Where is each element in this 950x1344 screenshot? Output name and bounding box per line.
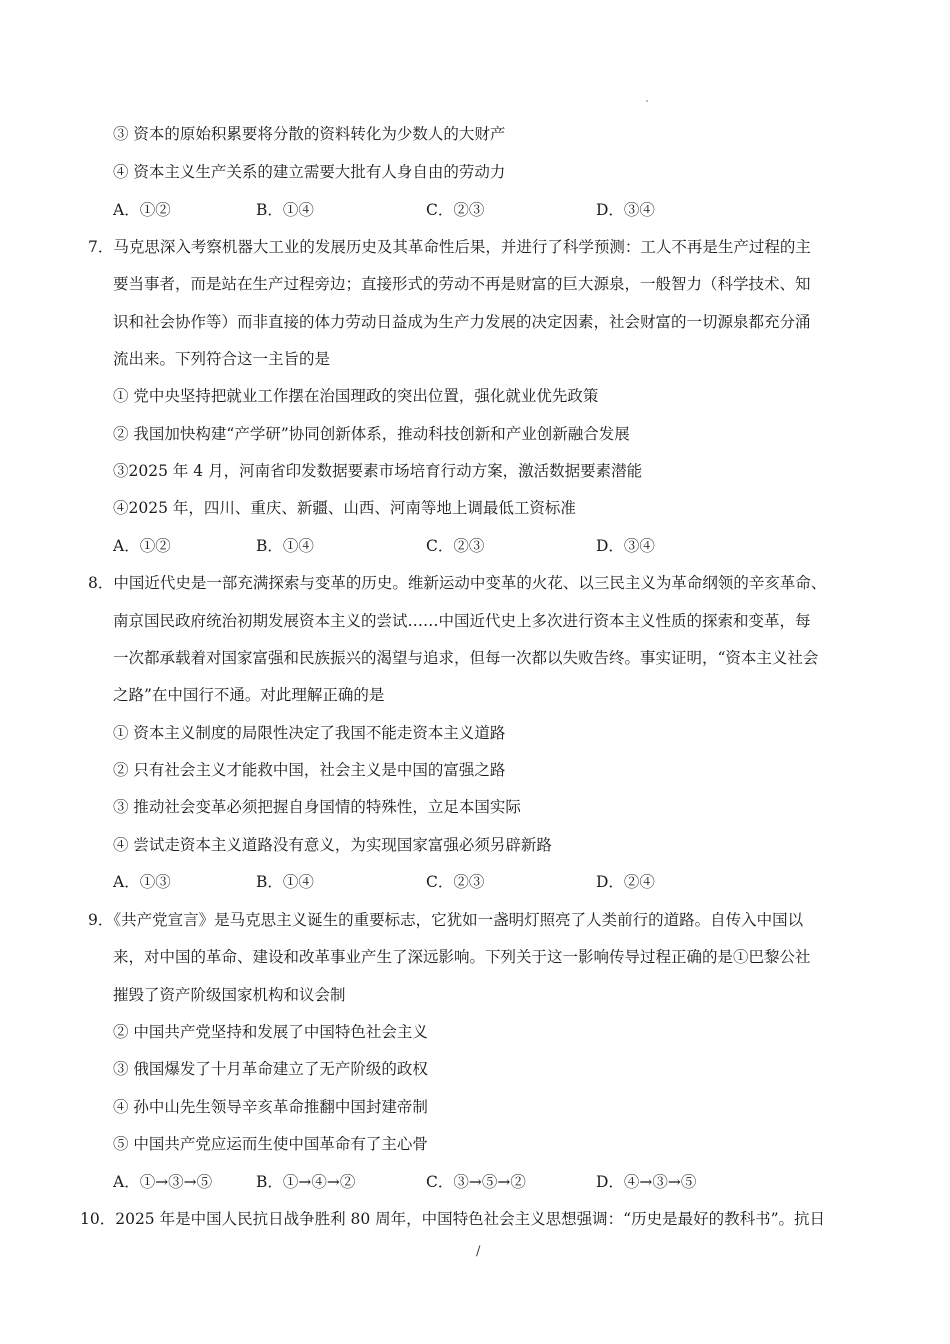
q6-item-3: ③ 资本的原始积累要将分散的资料转化为少数人的大财产	[113, 125, 506, 143]
q7-item-3: ③2025 年 4 月，河南省印发数据要素市场培育行动方案，激活数据要素潜能	[113, 462, 643, 480]
q10-stem-line-1: 10．2025 年是中国人民抗日战争胜利 80 周年，中国特色社会主义思想强调：“历史是最好的教科书”。抗日	[80, 1210, 826, 1228]
q8-stem-line-1: 8．中国近代史是一部充满探索与变革的历史。维新运动中变革的火花、以三民主义为革命纲领的辛亥革命、	[88, 574, 827, 592]
q9-option-c[interactable]: C．③→⑤→②	[426, 1173, 526, 1191]
q7-stem-line-2: 要当事者，而是站在生产过程旁边；直接形式的劳动不再是财富的巨大源泉，一般智力（科学技术、知	[113, 275, 811, 293]
q7-option-a[interactable]: A．①②	[113, 537, 171, 555]
q7-item-2: ② 我国加快构建“产学研”协同创新体系，推动科技创新和产业创新融合发展	[113, 425, 630, 443]
q7-item-4: ④2025 年，四川、重庆、新疆、山西、河南等地上调最低工资标准	[113, 499, 576, 517]
q9-item-5: ⑤ 中国共产党应运而生使中国革命有了主心骨	[113, 1135, 428, 1153]
q8-option-d[interactable]: D．②④	[596, 873, 655, 891]
q7-option-b[interactable]: B．①④	[256, 537, 314, 555]
q8-option-a[interactable]: A．①③	[113, 873, 171, 891]
q8-item-2: ② 只有社会主义才能救中国，社会主义是中国的富强之路	[113, 761, 506, 779]
q8-item-3: ③ 推动社会变革必须把握自身国情的特殊性，立足本国实际	[113, 798, 521, 816]
page-footer: /	[476, 1244, 481, 1259]
q9-item-2: ② 中国共产党坚持和发展了中国特色社会主义	[113, 1023, 428, 1041]
q6-option-c[interactable]: C．②③	[426, 201, 485, 219]
q7-stem-line-3: 识和社会协作等）而非直接的体力劳动日益成为生产力发展的决定因素，社会财富的一切源泉都充分涌	[113, 313, 811, 331]
q7-option-c[interactable]: C．②③	[426, 537, 485, 555]
q9-item-4: ④ 孙中山先生领导辛亥革命推翻中国封建帝制	[113, 1098, 428, 1116]
q9-stem-line-1: 9．《共产党宣言》是马克思主义诞生的重要标志，它犹如一盏明灯照亮了人类前行的道路。自传入中国以	[88, 911, 804, 929]
q7-stem-line-4: 流出来。下列符合这一主旨的是	[113, 350, 331, 368]
q8-item-1: ① 资本主义制度的局限性决定了我国不能走资本主义道路	[113, 724, 506, 742]
q9-option-a[interactable]: A．①→③→⑤	[113, 1173, 213, 1191]
q8-stem-line-2: 南京国民政府统治初期发展资本主义的尝试……中国近代史上多次进行资本主义性质的探索和变革，每	[113, 612, 811, 630]
q7-item-1: ① 党中央坚持把就业工作摆在治国理政的突出位置，强化就业优先政策	[113, 387, 599, 405]
q9-stem-line-3: 摧毁了资产阶级国家机构和议会制	[113, 986, 346, 1004]
q6-option-b[interactable]: B．①④	[256, 201, 314, 219]
q8-option-c[interactable]: C．②③	[426, 873, 485, 891]
q8-stem-line-4: 之路”在中国行不通。对此理解正确的是	[113, 686, 385, 704]
q8-option-b[interactable]: B．①④	[256, 873, 314, 891]
q8-stem-line-3: 一次都承载着对国家富强和民族振兴的渴望与追求，但每一次都以失败告终。事实证明，“资本主义社会	[113, 649, 819, 667]
q8-item-4: ④ 尝试走资本主义道路没有意义，为实现国家富强必须另辟新路	[113, 836, 552, 854]
scan-dot	[646, 100, 648, 102]
q7-option-d[interactable]: D．③④	[596, 537, 655, 555]
q6-item-4: ④ 资本主义生产关系的建立需要大批有人身自由的劳动力	[113, 163, 506, 181]
q9-option-d[interactable]: D．④→③→⑤	[596, 1173, 697, 1191]
q6-option-d[interactable]: D．③④	[596, 201, 655, 219]
q9-stem-line-2: 来，对中国的革命、建设和改革事业产生了深远影响。下列关于这一影响传导过程正确的是①巴黎公社	[113, 948, 811, 966]
q7-stem-line-1: 7．马克思深入考察机器大工业的发展历史及其革命性后果，并进行了科学预测：工人不再是生产过程的主	[88, 238, 811, 256]
q9-option-b[interactable]: B．①→④→②	[256, 1173, 356, 1191]
q9-item-3: ③ 俄国爆发了十月革命建立了无产阶级的政权	[113, 1060, 428, 1078]
q6-option-a[interactable]: A．①②	[113, 201, 171, 219]
